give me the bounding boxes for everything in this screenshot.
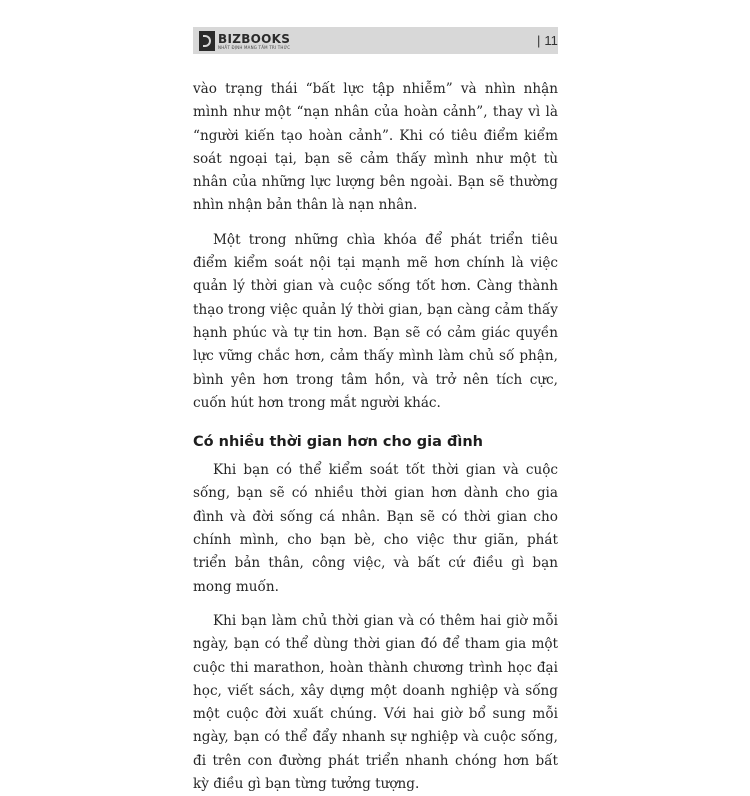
paragraph-2: Một trong những chìa khóa để phát triển tiêu điểm kiểm soát nội tại mạnh mẽ hơn chính là việc quản lý thời gian và cuộc sống tốt hơn. Càng thành thạo trong việc quản lý thời gian, bạn càng cảm thấy hạnh phúc và tự tin hơn. Bạn sẽ có cảm giác quyền lực vững chắc hơn, cảm thấy mình làm chủ số phận, bình yên hơn trong tâm hồn, và trở nên tích cực, cuốn hút hơn trong mắt người khác. — [193, 231, 558, 411]
section-heading: Có nhiều thời gian hơn cho gia đình — [193, 434, 483, 451]
page-number — [537, 33, 558, 48]
logo-text — [218, 33, 290, 50]
logo-brand: BIZBOOKS — [218, 31, 291, 46]
logo-tagline: NHẤT ĐỊNH MANG TẦM TRI THỨC — [218, 44, 291, 50]
publisher-logo — [199, 30, 290, 52]
paragraph-1: vào trạng thái “bất lực tập nhiễm” và nhìn nhận mình như một “nạn nhân của hoàn cảnh”, thay vì là “người kiến tạo hoàn cảnh”. Khi có tiêu điểm kiểm soát ngoại tại, bạn sẽ cảm thấy mình như một tù nhân của những lực lượng bên ngoài. Bạn sẽ thường nhìn nhận bản thân là nạn nhân. — [193, 81, 558, 214]
page-number-value: 11 — [544, 33, 558, 48]
paragraph-4: Khi bạn làm chủ thời gian và có thêm hai giờ mỗi ngày, bạn có thể dùng thời gian đó để tham gia một cuộc thi marathon, hoàn thành chương trình học đại học, viết sách, xây dựng một doanh nghiệp và sống một cuộc đời xuất chúng. Với hai giờ bổ sung mỗi ngày, bạn có thể đẩy nhanh sự nghiệp và cuộc sống, đi trên con đường phát triển nhanh chóng hơn bất kỳ điều gì bạn từng tưởng tượng. — [193, 612, 558, 793]
page-number-separator: | — [537, 33, 541, 48]
paragraph-3: Khi bạn có thể kiểm soát tốt thời gian và cuộc sống, bạn sẽ có nhiều thời gian hơn dành cho gia đình và đời sống cá nhân. Bạn sẽ có thời gian cho chính mình, cho bạn bè, cho việc thư giãn, phát triển bản thân, công việc, và bất cứ điều gì bạn mong muốn. — [193, 462, 558, 595]
page-content — [193, 78, 558, 796]
bizbooks-logo-icon — [199, 31, 215, 51]
